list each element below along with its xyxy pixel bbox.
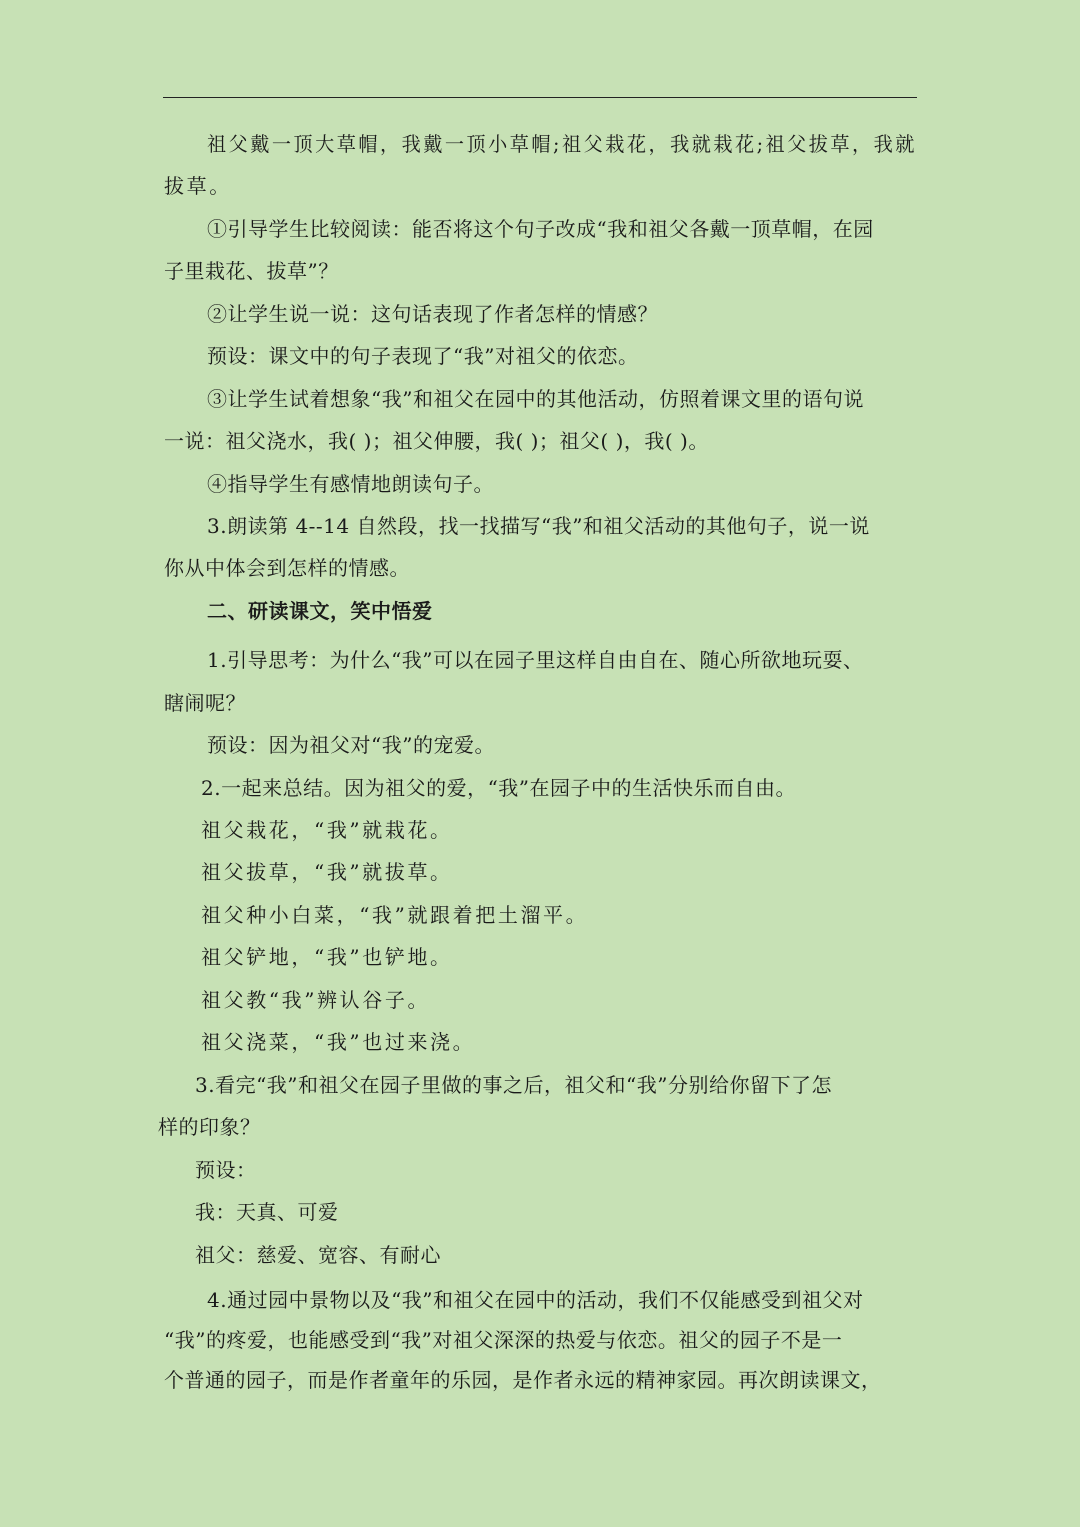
list-item: 祖父浇菜，“我”也过来浇。: [201, 1030, 476, 1054]
text-line: 1.引导思考：为什么“我”可以在园子里这样自由自在、随心所欲地玩耍、: [207, 648, 864, 672]
text-line: 3.看完“我”和祖父在园子里做的事之后，祖父和“我”分别给你留下了怎: [195, 1073, 832, 1097]
text-line: 样的印象？: [158, 1115, 261, 1139]
text-line: 2.一起来总结。因为祖父的爱，“我”在园子中的生活快乐而自由。: [201, 776, 797, 800]
list-item: 祖父拔草，“我”就拔草。: [201, 860, 453, 884]
text-line: 瞎闹呢？: [164, 691, 246, 715]
text-line: ①引导学生比较阅读：能否将这个句子改成“我和祖父各戴一顶草帽，在园: [207, 217, 874, 241]
text-line: 拔草。: [164, 174, 232, 198]
text-line: 你从中体会到怎样的情感。: [164, 556, 410, 580]
list-item: 祖父教“我”辨认谷子。: [201, 988, 431, 1012]
text-line: 一说：祖父浇水，我( )；祖父伸腰，我( )；祖父( )，我( )。: [164, 429, 709, 453]
text-line: 4.通过园中景物以及“我”和祖父在园中的活动，我们不仅能感受到祖父对: [207, 1288, 864, 1312]
text-line: 预设：: [195, 1158, 257, 1182]
text-line: 祖父戴一顶大草帽，我戴一顶小草帽;祖父栽花，我就栽花;祖父拔草，我就: [207, 132, 917, 156]
text-line: 我：天真、可爱: [195, 1200, 339, 1224]
list-item: 祖父铲地，“我”也铲地。: [201, 945, 453, 969]
text-line: 预设：课文中的句子表现了“我”对祖父的依恋。: [207, 344, 639, 368]
text-line: 个普通的园子，而是作者童年的乐园，是作者永远的精神家园。再次朗读课文，: [164, 1368, 882, 1392]
text-line: ③让学生试着想象“我”和祖父在园中的其他活动，仿照着课文里的语句说: [207, 387, 864, 411]
text-line: 预设：因为祖父对“我”的宠爱。: [207, 733, 495, 757]
text-line: 3.朗读第 4--14 自然段，找一找描写“我”和祖父活动的其他句子，说一说: [207, 514, 870, 538]
list-item: 祖父栽花，“我”就栽花。: [201, 818, 453, 842]
header-rule: [163, 97, 917, 98]
text-line: 子里栽花、拔草”？: [164, 259, 339, 283]
text-line: 祖父：慈爱、宽容、有耐心: [195, 1243, 441, 1267]
section-heading: 二、研读课文，笑中悟爱: [207, 599, 433, 623]
list-item: 祖父种小白菜，“我”就跟着把土溜平。: [201, 903, 589, 927]
text-line: ②让学生说一说：这句话表现了作者怎样的情感？: [207, 302, 658, 326]
text-line: “我”的疼爱，也能感受到“我”对祖父深深的热爱与依恋。祖父的园子不是一: [164, 1328, 843, 1352]
text-line: ④指导学生有感情地朗读句子。: [207, 472, 494, 496]
